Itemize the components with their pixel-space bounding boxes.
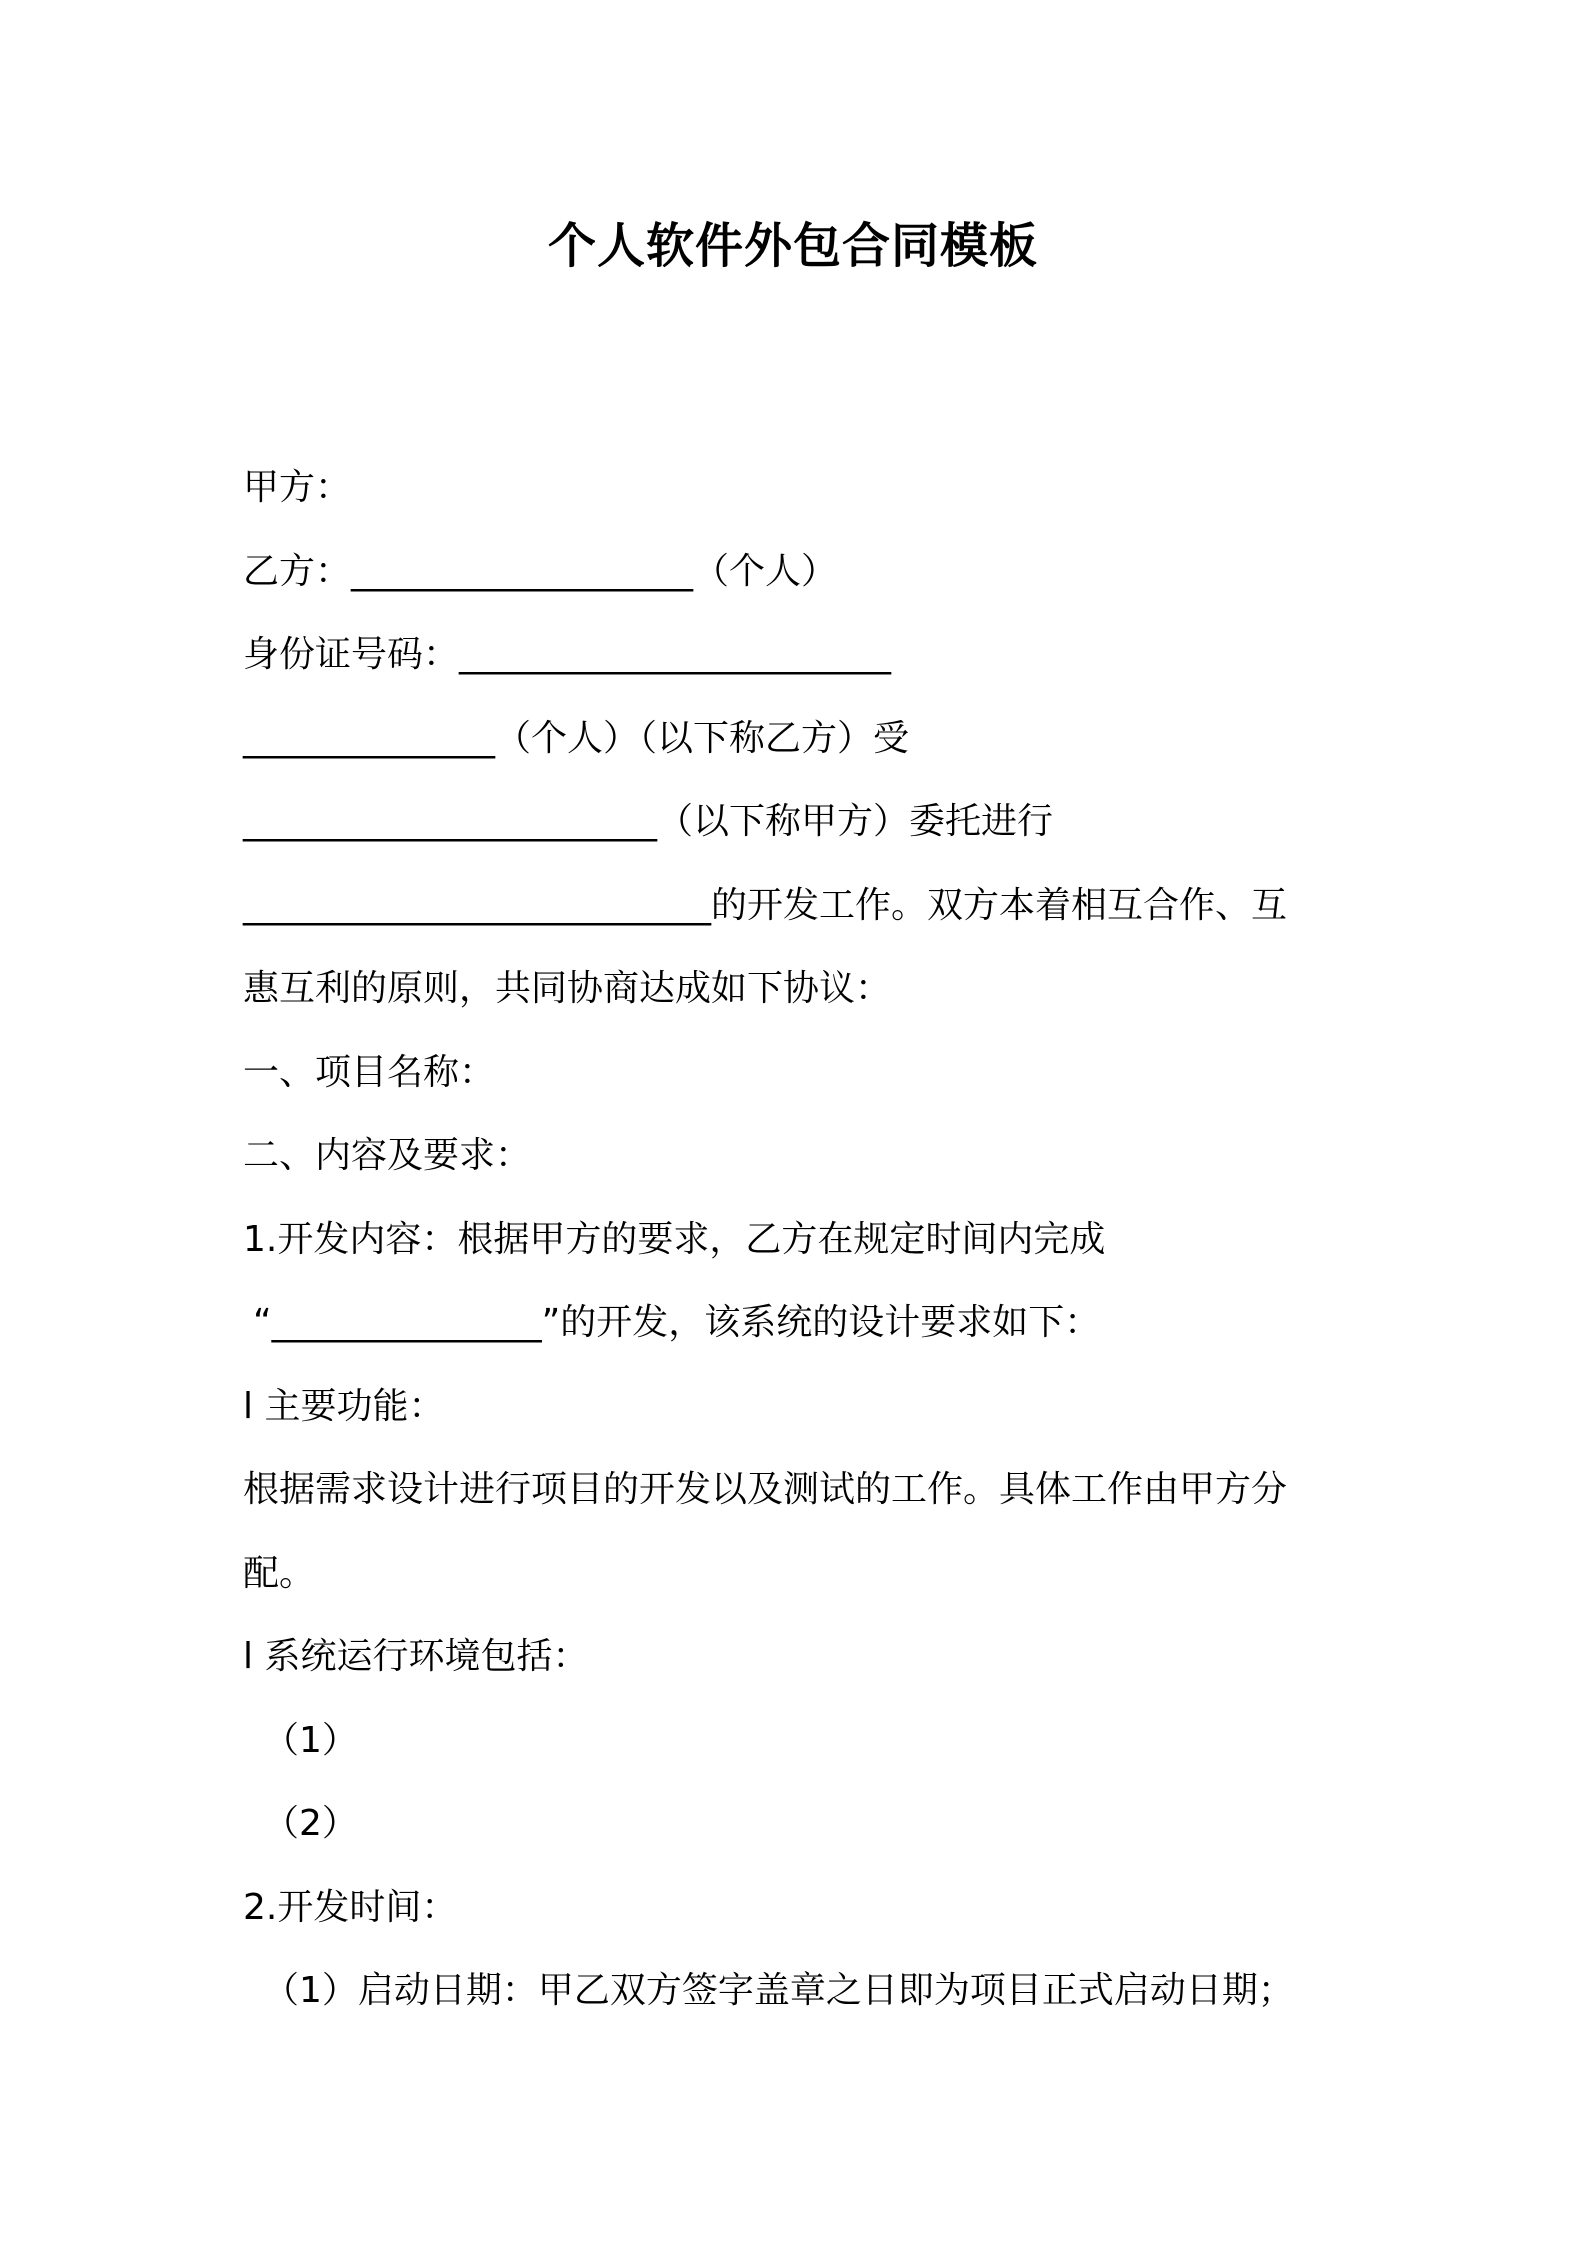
development-time-heading: 2.开发时间：	[243, 1886, 458, 1928]
functions-description-line: 配。	[243, 1552, 316, 1594]
bullet-main-functions: l 主要功能：	[243, 1385, 445, 1427]
party-b-line: 乙方：___________________（个人）	[243, 550, 838, 592]
paragraph-line: __________________________的开发工作。双方本着相互合作、互	[243, 884, 1288, 926]
environment-item: （2）	[263, 1803, 358, 1844]
section-heading-content-requirements: 二、内容及要求：	[243, 1135, 532, 1176]
document-title: 个人软件外包合同模板	[547, 218, 1038, 274]
environment-item: （1）	[263, 1719, 358, 1761]
development-content-line: “_______________”的开发，该系统的设计要求如下：	[253, 1302, 1101, 1343]
party-a-line: 甲方：	[243, 467, 352, 508]
id-number-line: 身份证号码：________________________	[243, 634, 892, 675]
functions-description-line: 根据需求设计进行项目的开发以及测试的工作。具体工作由甲方分	[243, 1469, 1288, 1510]
bullet-runtime-environment: l 系统运行环境包括：	[243, 1636, 589, 1677]
development-content-line: 1.开发内容：根据甲方的要求，乙方在规定时间内完成	[243, 1218, 1106, 1260]
document-body	[243, 446, 1363, 2033]
start-date-item: （1）启动日期：甲乙双方签字盖章之日即为项目正式启动日期；	[263, 1970, 1294, 2011]
paragraph-line: ______________（个人）（以下称乙方）受	[243, 717, 910, 759]
section-heading-project-name: 一、项目名称：	[243, 1051, 496, 1093]
paragraph-line: _______________________（以下称甲方）委托进行	[243, 801, 1054, 842]
paragraph-line: 惠互利的原则，共同协商达成如下协议：	[243, 968, 892, 1009]
